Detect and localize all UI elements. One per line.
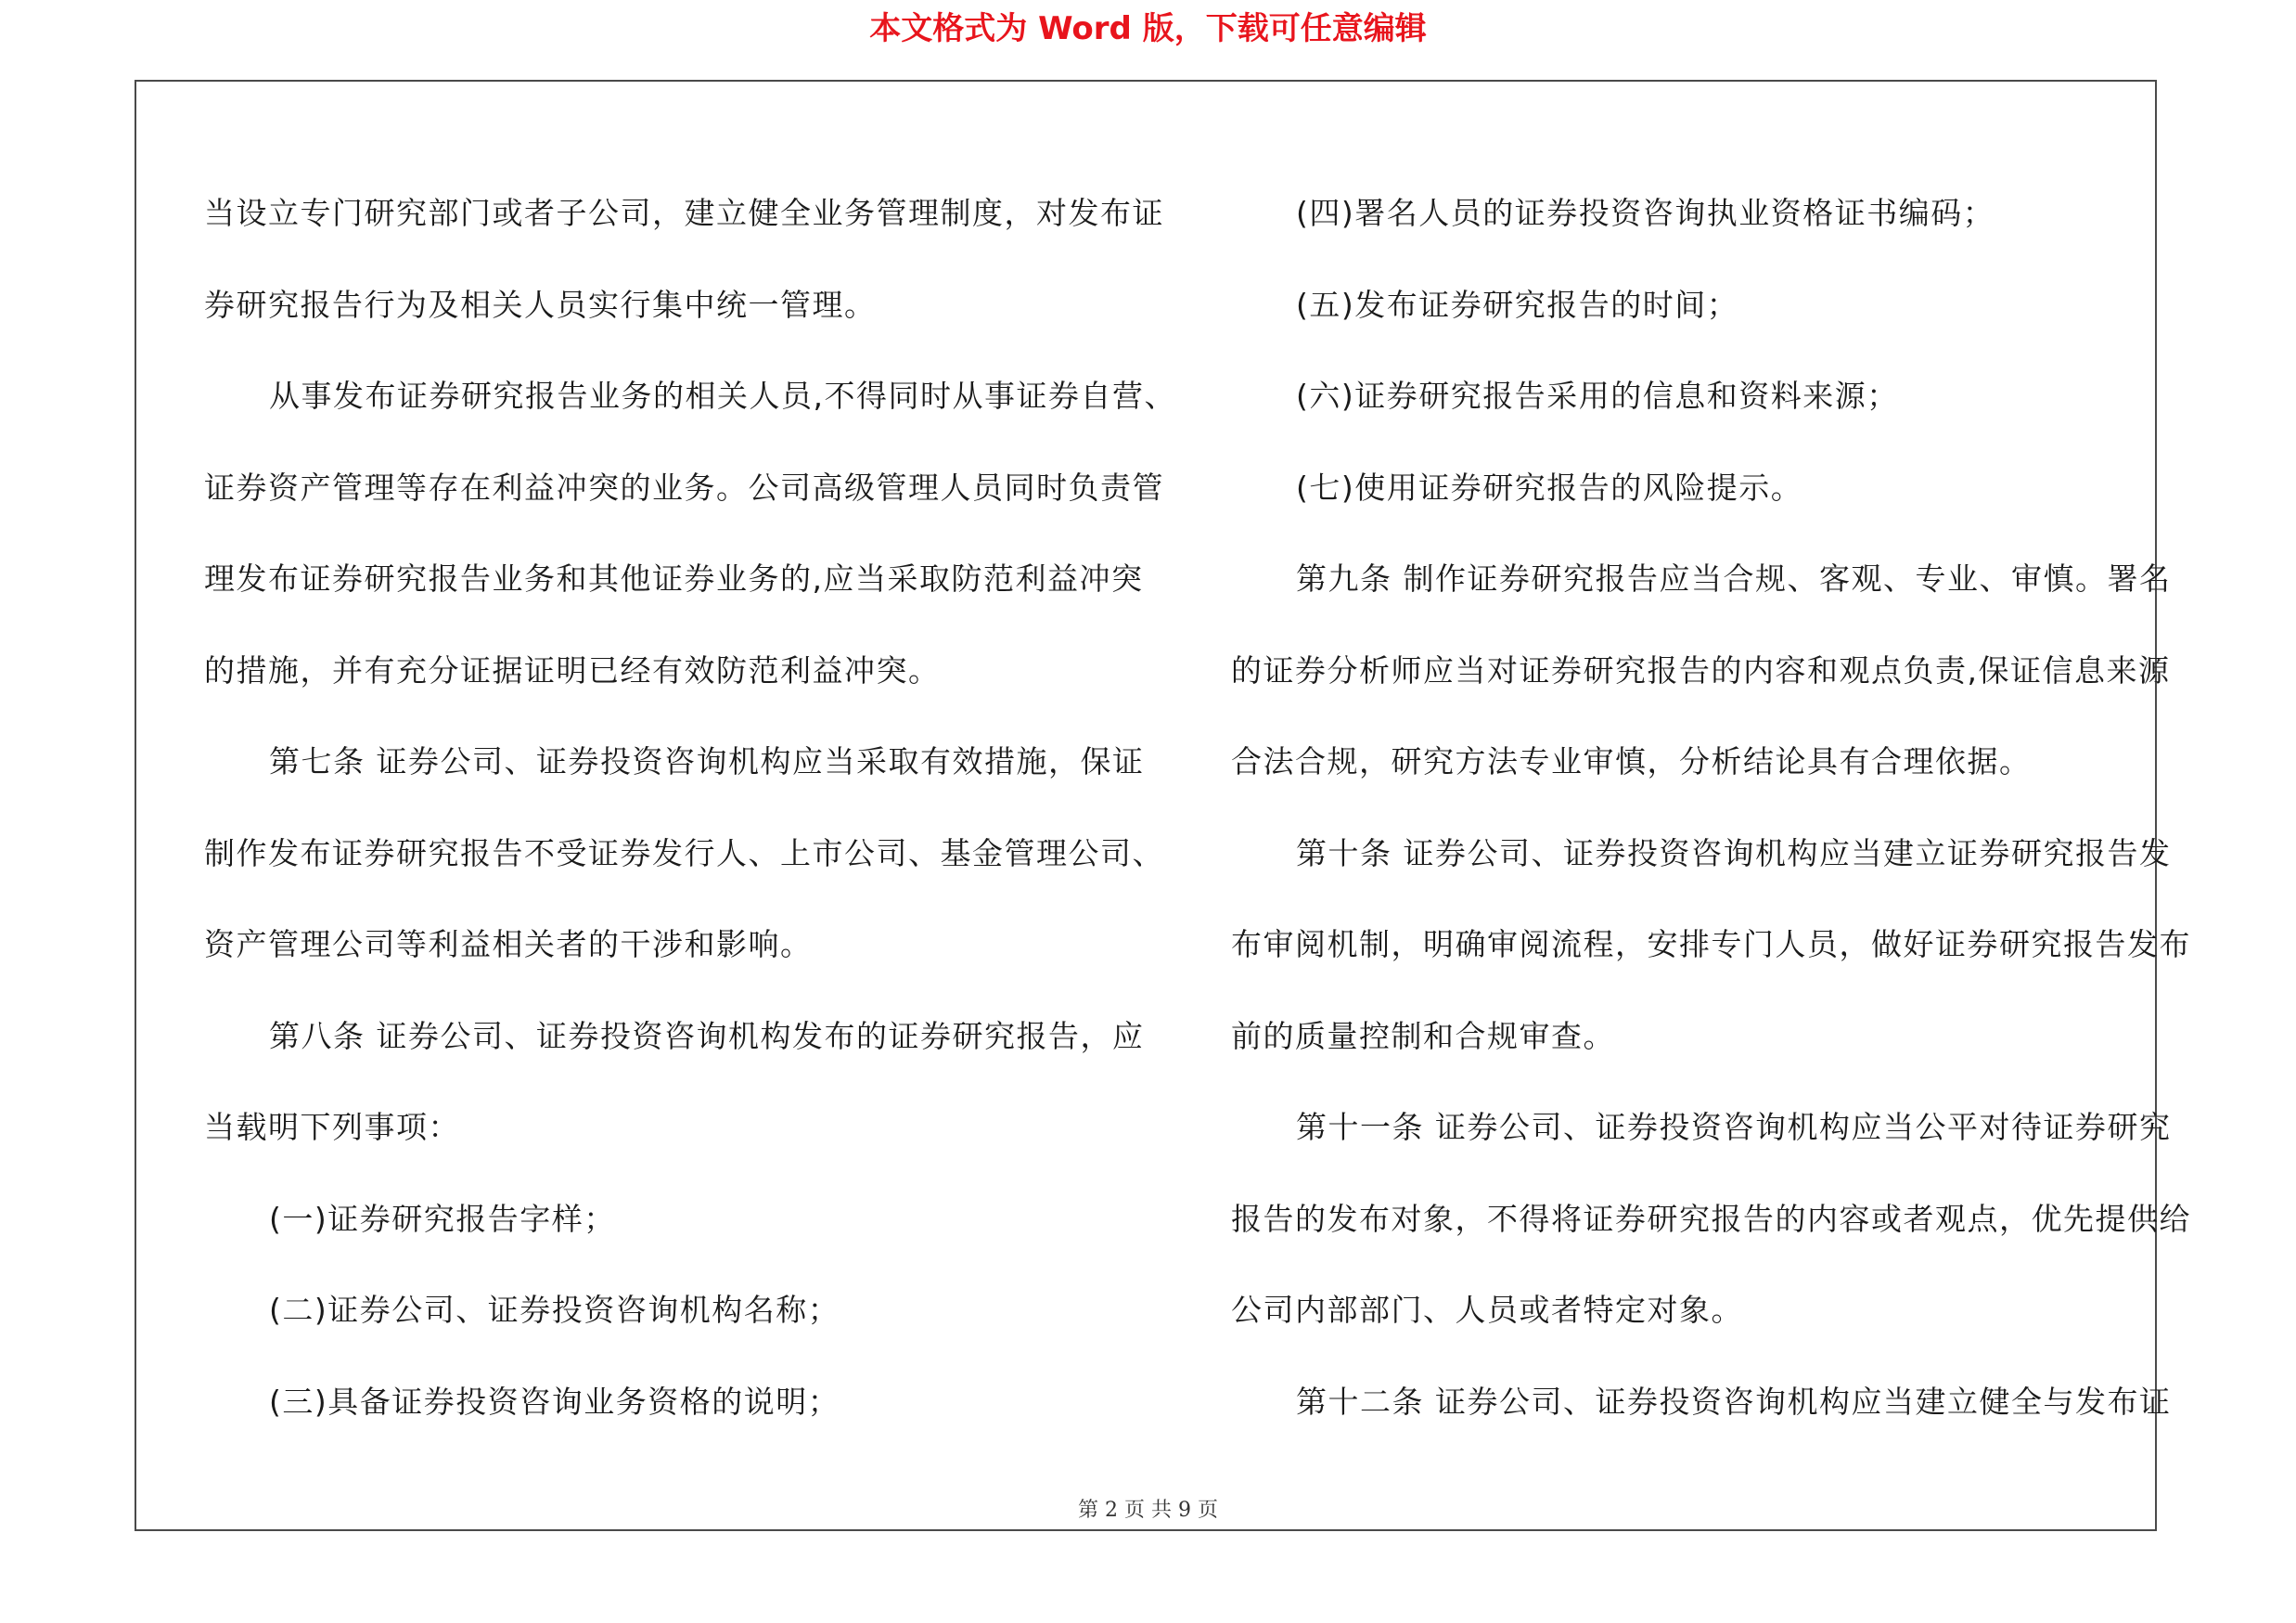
text-line: 当载明下列事项： xyxy=(204,1109,460,1145)
text-line: (二)证券公司、证券投资咨询机构名称； xyxy=(269,1292,840,1328)
word-format-banner: 本文格式为 Word 版，下载可任意编辑 xyxy=(869,10,1427,47)
text-line: 报告的发布对象，不得将证券研究报告的内容或者观点，优先提供给 xyxy=(1231,1200,2191,1237)
text-line: 前的质量控制和合规审查。 xyxy=(1231,1017,1615,1054)
text-line: 第八条 证券公司、证券投资咨询机构发布的证券研究报告，应 xyxy=(269,1017,1145,1054)
text-line: 第十条 证券公司、证券投资咨询机构应当建立证券研究报告发 xyxy=(1296,834,2172,871)
text-line: (五)发布证券研究报告的时间； xyxy=(1296,286,1739,323)
text-line: (一)证券研究报告字样； xyxy=(269,1200,616,1237)
page-number-footer: 第 2 页 共 9 页 xyxy=(1078,1499,1218,1522)
text-line: 合法合规，研究方法专业审慎，分析结论具有合理依据。 xyxy=(1231,743,2032,779)
text-line: 资产管理公司等利益相关者的干涉和影响。 xyxy=(204,926,813,962)
text-line: 从事发布证券研究报告业务的相关人员,不得同时从事证券自营、 xyxy=(269,378,1176,414)
text-line: 公司内部部门、人员或者特定对象。 xyxy=(1231,1292,1743,1328)
text-line: (七)使用证券研究报告的风险提示。 xyxy=(1296,469,1803,506)
text-line: 第七条 证券公司、证券投资咨询机构应当采取有效措施，保证 xyxy=(269,743,1145,779)
text-line: 证券资产管理等存在利益冲突的业务。公司高级管理人员同时负责管 xyxy=(204,469,1164,506)
text-line: (六)证券研究报告采用的信息和资料来源； xyxy=(1296,378,1899,414)
text-line: 布审阅机制，明确审阅流程，安排专门人员，做好证券研究报告发布 xyxy=(1231,926,2191,962)
text-line: 第九条 制作证券研究报告应当合规、客观、专业、审慎。署名 xyxy=(1296,560,2172,597)
text-line: 券研究报告行为及相关人员实行集中统一管理。 xyxy=(204,286,877,323)
text-line: 制作发布证券研究报告不受证券发行人、上市公司、基金管理公司、 xyxy=(204,834,1164,871)
text-line: (四)署名人员的证券投资咨询执业资格证书编码； xyxy=(1296,195,1995,231)
text-line: 第十二条 证券公司、证券投资咨询机构应当建立健全与发布证 xyxy=(1296,1383,2172,1420)
text-line: 当设立专门研究部门或者子公司，建立健全业务管理制度，对发布证 xyxy=(204,195,1164,231)
text-line: 第十一条 证券公司、证券投资咨询机构应当公平对待证券研究 xyxy=(1296,1109,2172,1145)
text-line: 的措施，并有充分证据证明已经有效防范利益冲突。 xyxy=(204,651,941,689)
text-line: (三)具备证券投资咨询业务资格的说明； xyxy=(269,1383,840,1420)
text-line: 理发布证券研究报告业务和其他证券业务的,应当采取防范利益冲突 xyxy=(204,560,1144,597)
text-line: 的证券分析师应当对证券研究报告的内容和观点负责,保证信息来源 xyxy=(1231,651,2171,689)
